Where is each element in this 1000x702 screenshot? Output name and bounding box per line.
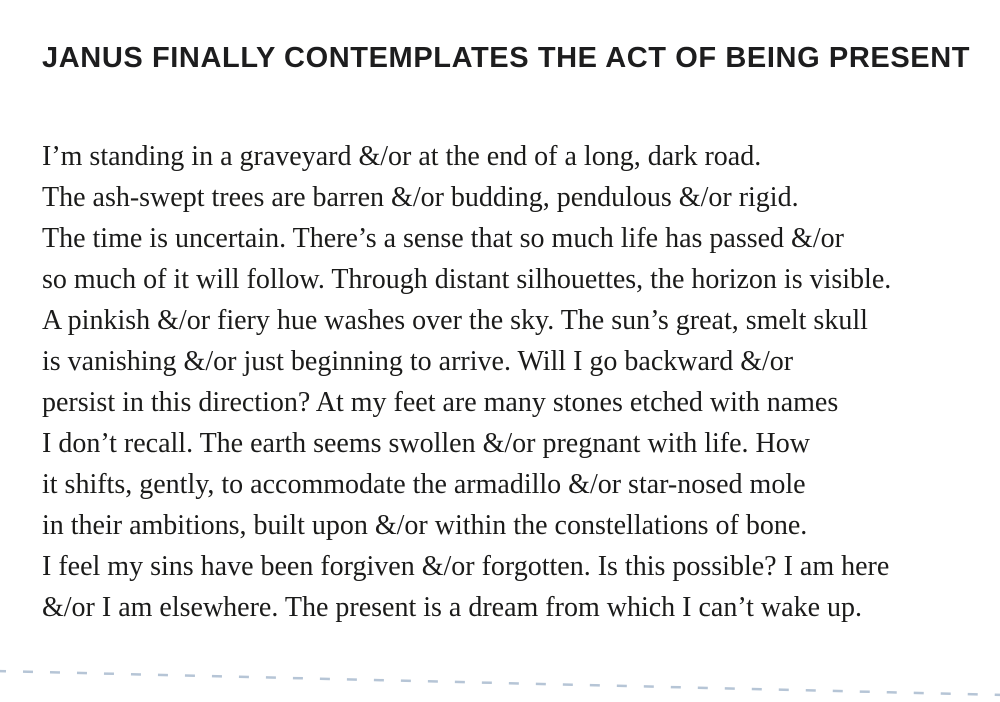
dashed-divider-stroke — [0, 671, 1000, 695]
poem-line: The ash-swept trees are barren &/or budding, pendulous &/or rigid. — [42, 182, 799, 213]
poem-line: persist in this direction? At my feet are many stones etched with names — [42, 387, 839, 418]
poem-title: JANUS FINALLY CONTEMPLATES THE ACT OF BEING PRESENT — [42, 42, 971, 74]
poem-line: The time is uncertain. There’s a sense that so much life has passed &/or — [42, 223, 844, 254]
poem-line: it shifts, gently, to accommodate the armadillo &/or star-nosed mole — [42, 469, 806, 500]
dashed-divider-line — [0, 658, 1000, 702]
poem-line: in their ambitions, built upon &/or within the constellations of bone. — [42, 510, 808, 541]
poem-line: A pinkish &/or fiery hue washes over the sky. The sun’s great, smelt skull — [42, 305, 868, 336]
poem-line: so much of it will follow. Through distant silhouettes, the horizon is visible. — [42, 264, 892, 295]
poem-line: I’m standing in a graveyard &/or at the end of a long, dark road. — [42, 141, 762, 172]
poem-line: I feel my sins have been forgiven &/or forgotten. Is this possible? I am here — [42, 551, 890, 582]
poem-line: &/or I am elsewhere. The present is a dream from which I can’t wake up. — [42, 592, 862, 623]
poem-line: I don’t recall. The earth seems swollen &/or pregnant with life. How — [42, 428, 810, 459]
poem-body — [42, 136, 902, 628]
poem-line: is vanishing &/or just beginning to arrive. Will I go backward &/or — [42, 346, 794, 377]
